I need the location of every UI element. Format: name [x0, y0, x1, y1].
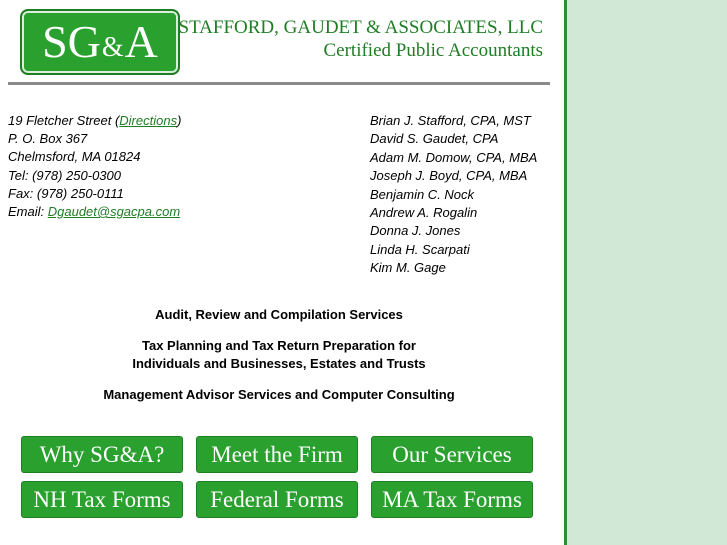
nh-tax-forms-button[interactable]: NH Tax Forms	[21, 481, 183, 518]
logo-text-a: A	[124, 16, 158, 67]
street-close: )	[177, 113, 182, 128]
service-audit: Audit, Review and Compilation Services	[155, 307, 403, 322]
staff-member: David S. Gaudet, CPA	[370, 131, 499, 147]
address-fax: Fax: (978) 250-0111	[8, 185, 124, 201]
email-link[interactable]: Dgaudet@sgacpa.com	[47, 204, 181, 220]
header-divider	[8, 82, 550, 85]
directions-link[interactable]: Directions	[119, 113, 178, 128]
staff-member: Linda H. Scarpati	[370, 241, 470, 257]
our-services-button[interactable]: Our Services	[371, 436, 533, 473]
firm-tagline: Certified Public Accountants	[323, 40, 543, 61]
address-street	[8, 112, 181, 130]
meet-the-firm-button[interactable]: Meet the Firm	[196, 436, 358, 473]
address-block	[8, 112, 181, 221]
service-tax-line1: Tax Planning and Tax Return Preparation for	[141, 338, 416, 353]
staff-member: Benjamin C. Nock	[370, 186, 475, 202]
sga-logo[interactable]	[20, 9, 180, 75]
firm-name: STAFFORD, GAUDET & ASSOCIATES, LLC	[178, 17, 543, 38]
staff-member: Brian J. Stafford, CPA, MST	[370, 113, 531, 128]
email-label: Email:	[8, 204, 48, 220]
logo-text-sg: SG	[42, 16, 101, 67]
federal-forms-button[interactable]: Federal Forms	[196, 481, 358, 518]
firm-header	[179, 16, 543, 62]
address-tel: Tel: (978) 250-0300	[8, 167, 121, 183]
service-consulting: Management Advisor Services and Computer Consulting	[103, 387, 455, 402]
address-email	[8, 203, 181, 221]
staff-list	[370, 112, 537, 278]
address-city: Chelmsford, MA 01824	[8, 149, 141, 165]
ma-tax-forms-button[interactable]: MA Tax Forms	[371, 481, 533, 518]
service-tax-line2: Individuals and Businesses, Estates and Trusts	[132, 356, 426, 371]
street-text: 19 Fletcher Street (	[8, 113, 120, 128]
why-sga-button[interactable]: Why SG&A?	[21, 436, 183, 473]
staff-member: Donna J. Jones	[370, 223, 461, 239]
logo-text-amp: &	[101, 32, 124, 63]
address-po-box: P. O. Box 367	[8, 131, 88, 147]
service-tax	[8, 337, 550, 373]
sidebar-panel	[567, 0, 727, 545]
staff-member: Kim M. Gage	[370, 260, 446, 276]
staff-member: Andrew A. Rogalin	[370, 205, 478, 221]
staff-member: Adam M. Domow, CPA, MBA	[370, 149, 538, 165]
staff-member: Joseph J. Boyd, CPA, MBA	[370, 168, 528, 184]
